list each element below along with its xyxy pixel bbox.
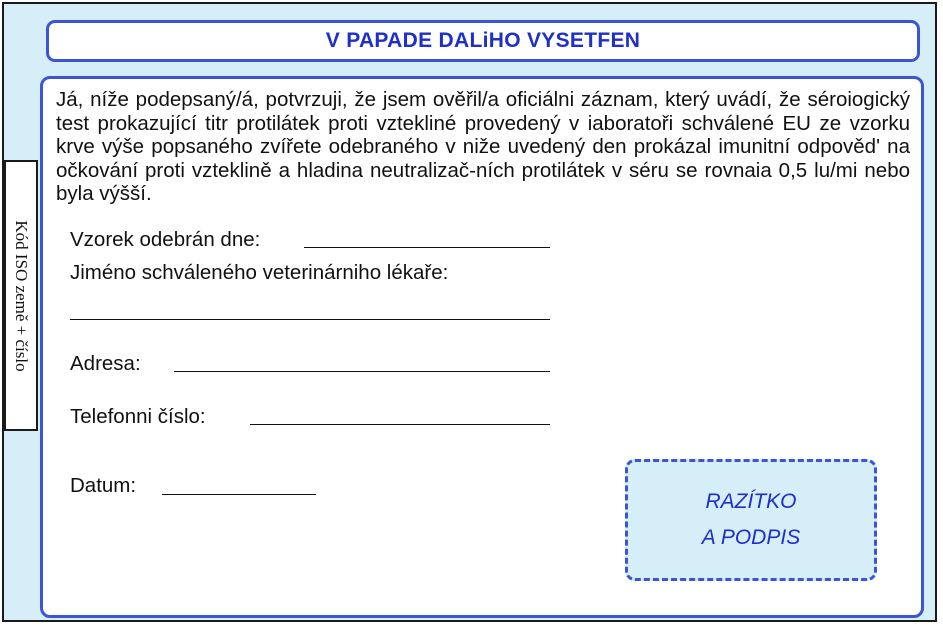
vet-name-blank[interactable] — [70, 319, 550, 320]
certificate-page — [2, 2, 937, 622]
sample-date-label: Vzorek odebrán dne: — [70, 228, 261, 251]
iso-code-tab — [4, 160, 38, 431]
sample-date-blank[interactable] — [304, 247, 550, 248]
stamp-signature-box — [625, 459, 877, 581]
vet-name-label: Jiméno schváleného veterinárniho lékaře: — [70, 261, 449, 284]
address-label: Adresa: — [70, 352, 141, 375]
phone-label: Telefonni číslo: — [70, 405, 206, 428]
iso-code-label: Kód ISO země + číslo — [12, 219, 31, 372]
declaration-text: Já, níže podepsaný/á, potvrzuji, že jsem ověřil/a oficiálni záznam, který uvádí, že séroiogický test prokazující titr protilátek proti vztekliné provedený v iaboratoři schválené EU ze vzorku krve výše popsaného zvířete odebraného v niže uvedený den prokázal imunitní odpověd' na očkování proti vzteklině a hladina neutralizač-ních protilátek v séru se rovnaia 0,5 lu/mi nebo byla výšší. — [56, 88, 910, 205]
signature-label: A PODPIS — [701, 526, 801, 549]
title-bar — [46, 20, 920, 62]
page-title: V PAPADE DALiHO VYSETFEN — [325, 29, 641, 52]
phone-blank[interactable] — [250, 424, 550, 425]
stamp-label: RAZÍTKO — [705, 490, 797, 513]
address-blank[interactable] — [174, 371, 550, 372]
date-label: Datum: — [70, 474, 137, 497]
date-blank[interactable] — [162, 494, 316, 495]
